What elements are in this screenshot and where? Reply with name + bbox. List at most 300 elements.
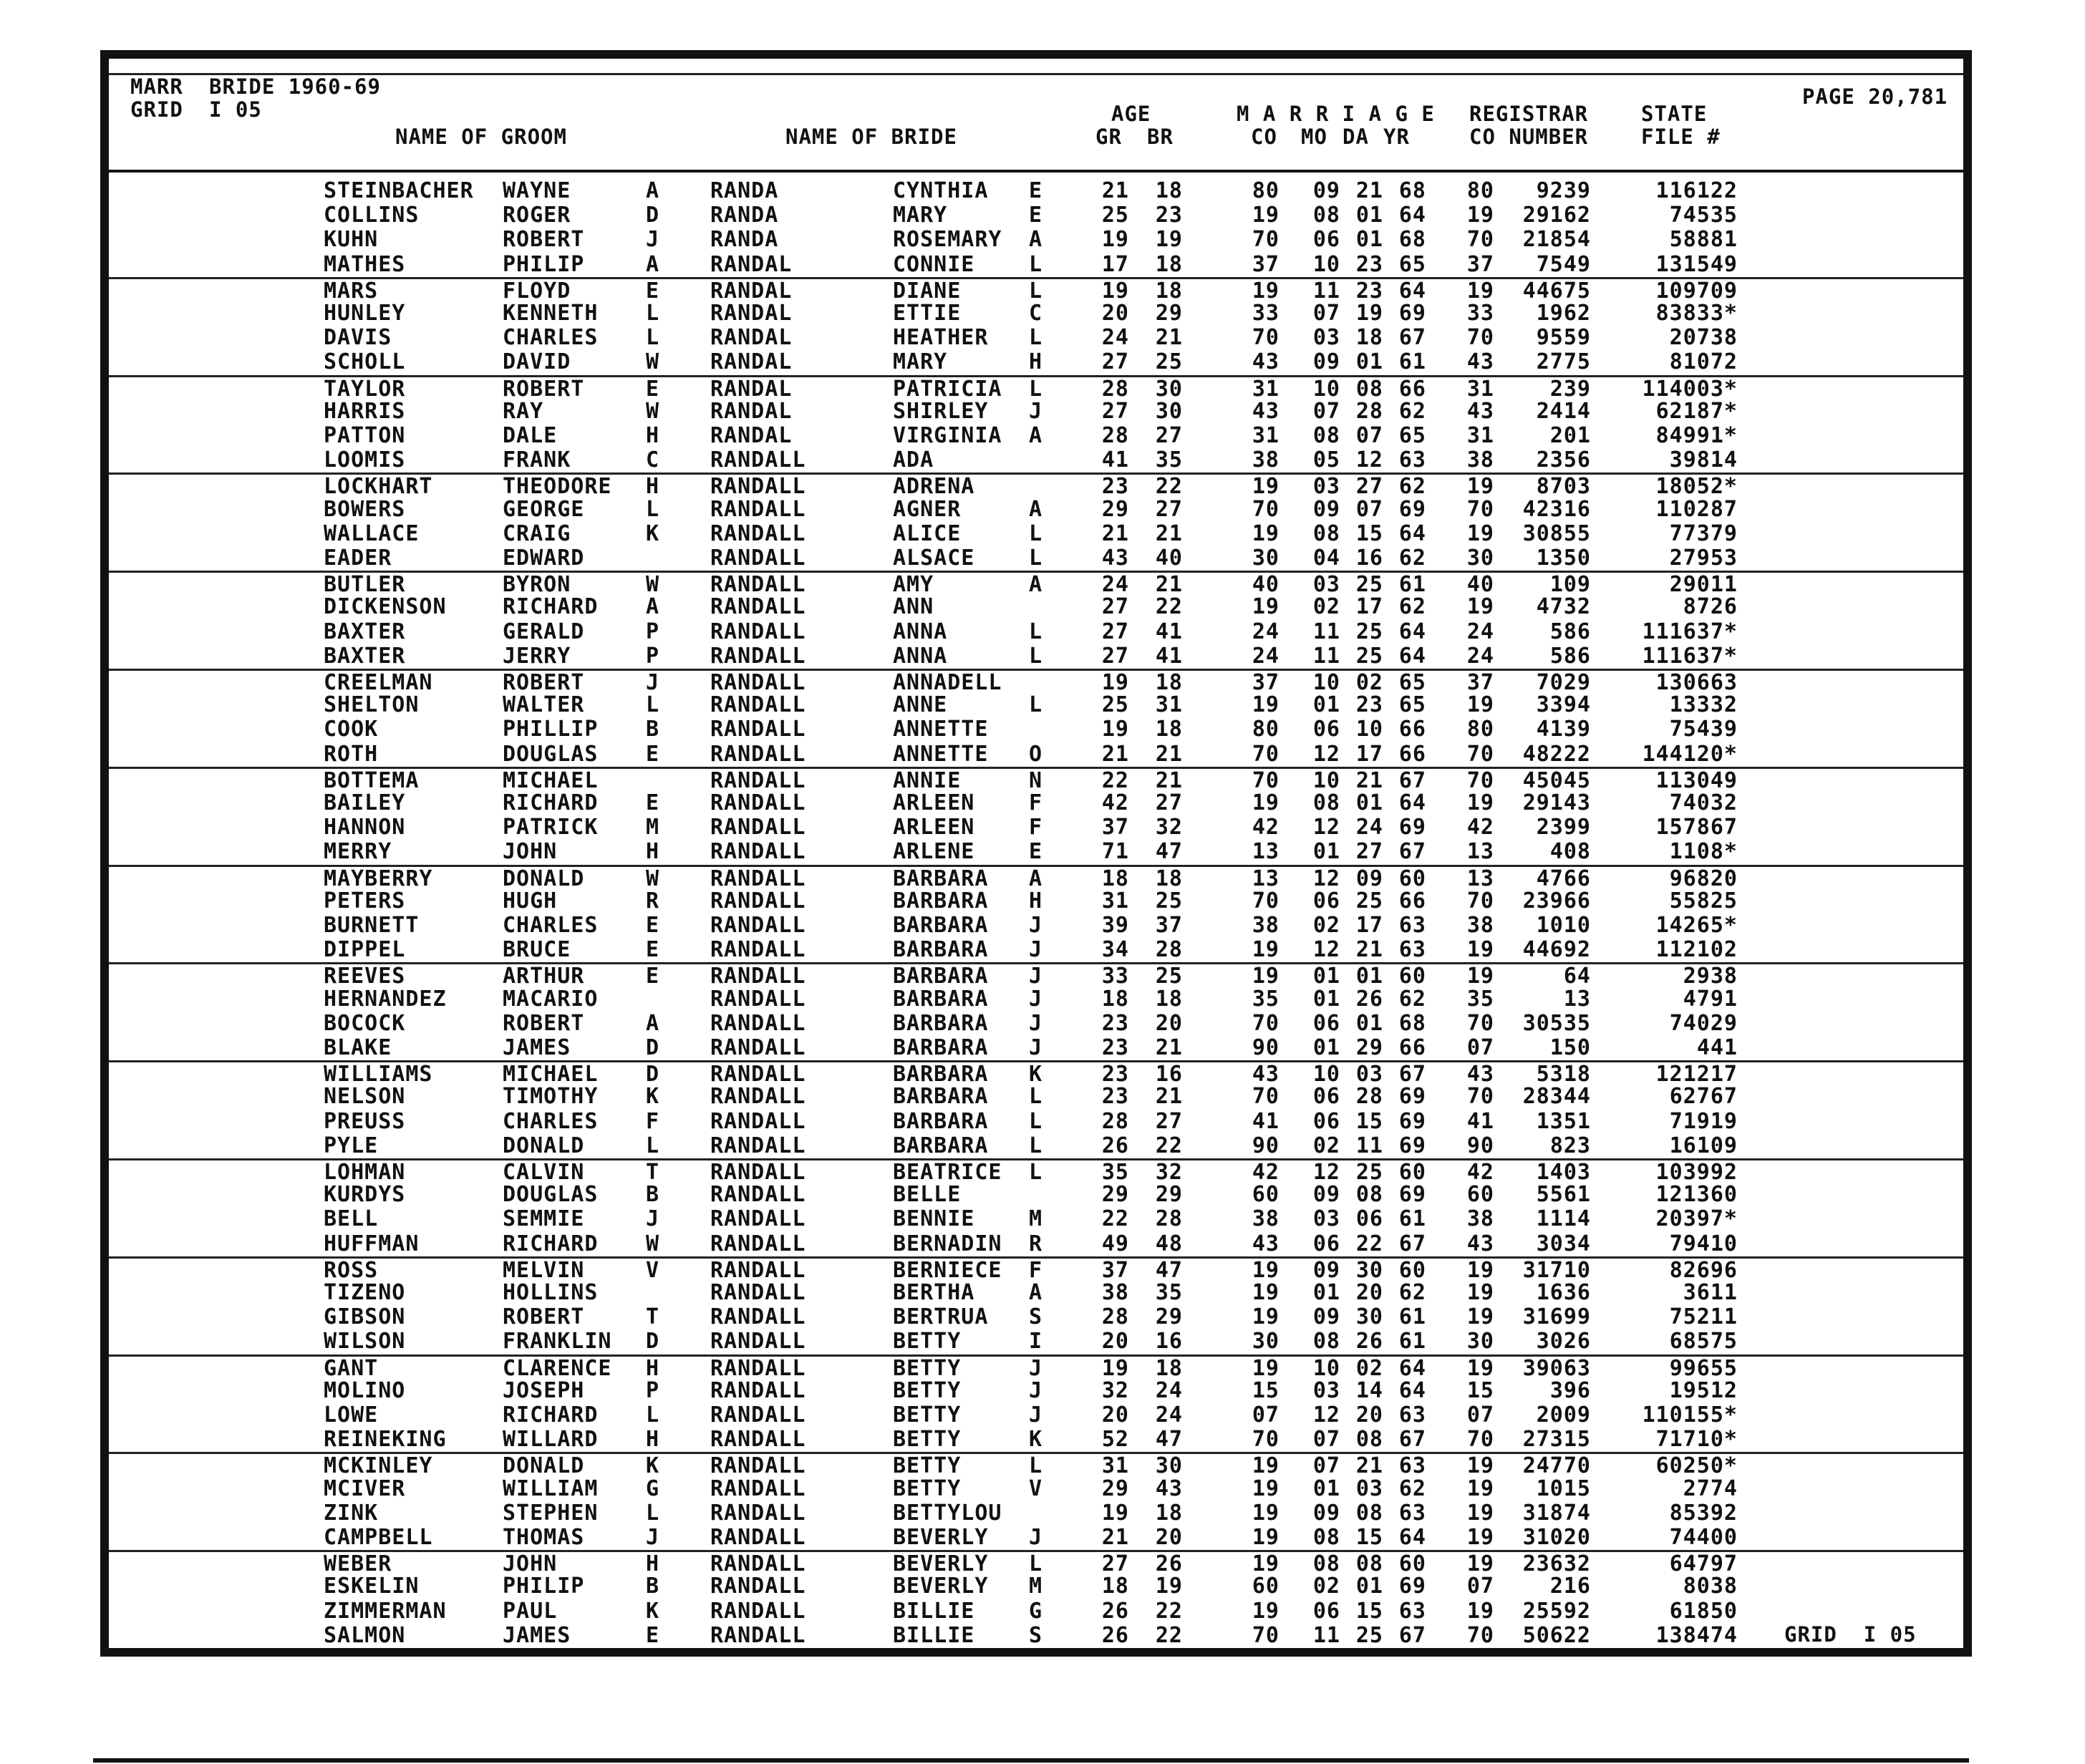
marriage-month: 01 (1312, 1475, 1340, 1501)
bride-surname: RANDALL (710, 643, 806, 669)
marriage-year: 66 (1398, 888, 1426, 914)
registrar-number: 8703 (1536, 474, 1591, 500)
groom-surname: TAYLOR (324, 376, 406, 402)
age-groom: 19 (1101, 278, 1129, 304)
groom-initial: D (646, 1329, 660, 1354)
bride-given: BELLE (893, 1182, 962, 1208)
groom-surname: BOCOCK (324, 1010, 406, 1036)
groom-given: PAUL (503, 1598, 558, 1624)
table-row (109, 1329, 1963, 1354)
bride-given: BARBARA (893, 986, 989, 1012)
registrar-number: 239 (1549, 376, 1591, 402)
registrar-number: 1636 (1536, 1280, 1591, 1305)
bride-given: ANNIE (893, 767, 962, 793)
marriage-year: 60 (1398, 866, 1426, 891)
age-bride: 20 (1155, 1525, 1183, 1550)
bride-surname: RANDALL (710, 986, 806, 1012)
bride-initial: H (1029, 349, 1043, 375)
marriage-day: 12 (1355, 447, 1383, 473)
bride-initial: L (1029, 1160, 1043, 1185)
groom-surname: BLAKE (324, 1035, 392, 1060)
yr-header: YR (1383, 125, 1410, 149)
age-groom: 19 (1101, 1500, 1129, 1526)
bride-surname: RANDALL (710, 594, 806, 620)
age-header: AGE (1111, 102, 1151, 126)
groom-given: THOMAS (503, 1525, 585, 1550)
bride-initial: L (1029, 1453, 1043, 1479)
groom-surname: MARS (324, 278, 379, 304)
groom-surname: ROSS (324, 1257, 379, 1283)
bride-surname: RANDALL (710, 1231, 806, 1256)
registrar-number: 31710 (1522, 1257, 1591, 1283)
age-bride: 16 (1155, 1062, 1183, 1087)
bride-given: AGNER (893, 496, 962, 522)
marriage-county: 31 (1252, 423, 1279, 448)
bride-surname: RANDALL (710, 520, 806, 546)
registrar-number: 28344 (1522, 1084, 1591, 1110)
registrar-number: 29162 (1522, 203, 1591, 228)
state-file-number: 3611 (1683, 1280, 1738, 1305)
age-bride: 21 (1155, 741, 1183, 767)
registrar-number: 2775 (1536, 349, 1591, 375)
registrar-county: 40 (1466, 572, 1494, 598)
groom-initial: B (646, 717, 660, 742)
age-bride: 20 (1155, 1010, 1183, 1036)
age-groom: 27 (1101, 398, 1129, 424)
marriage-county: 24 (1252, 643, 1279, 669)
bride-surname: RANDA (710, 178, 779, 203)
age-bride: 43 (1155, 1475, 1183, 1501)
state-file-number: 131549 (1655, 251, 1738, 277)
groom-surname: HUNLEY (324, 301, 406, 326)
state-file-number: 96820 (1669, 866, 1738, 891)
age-bride: 41 (1155, 643, 1183, 669)
marriage-year: 64 (1398, 1525, 1426, 1550)
groom-given: DOUGLAS (503, 1182, 599, 1208)
age-bride: 19 (1155, 227, 1183, 253)
state-file-number: 1108* (1669, 839, 1738, 865)
age-groom: 23 (1101, 474, 1129, 500)
age-groom: 21 (1101, 1525, 1129, 1550)
registrar-county: 13 (1466, 839, 1494, 865)
groom-given: CHARLES (503, 325, 599, 351)
bride-given: ANNA (893, 619, 948, 644)
bride-surname: RANDALL (710, 1182, 806, 1208)
marriage-county: 70 (1252, 227, 1279, 253)
age-bride: 47 (1155, 1257, 1183, 1283)
marriage-month: 09 (1312, 1500, 1340, 1526)
bride-surname: RANDALL (710, 1280, 806, 1305)
marriage-day: 25 (1355, 643, 1383, 669)
registrar-number: 823 (1549, 1133, 1591, 1158)
age-bride: 32 (1155, 815, 1183, 840)
marriage-county: 19 (1252, 1500, 1279, 1526)
registrar-number: 24770 (1522, 1453, 1591, 1479)
groom-initial: E (646, 376, 660, 402)
registrar-county: 19 (1466, 1257, 1494, 1283)
table-row (109, 1599, 1963, 1624)
marriage-year: 62 (1398, 986, 1426, 1012)
bride-initial: L (1029, 1133, 1043, 1158)
marriage-county: 19 (1252, 1525, 1279, 1550)
state-file-number: 82696 (1669, 1257, 1738, 1283)
marriage-day: 28 (1355, 398, 1383, 424)
bride-surname: RANDALL (710, 1108, 806, 1134)
bride-initial: R (1029, 1231, 1043, 1256)
marriage-month: 06 (1312, 717, 1340, 742)
groom-given: RICHARD (503, 1231, 599, 1256)
bride-surname: RANDAL (710, 398, 793, 424)
bride-given: MARY (893, 349, 948, 375)
groom-initial: F (646, 1108, 660, 1134)
bride-initial: J (1029, 964, 1043, 989)
groom-initial: L (646, 301, 660, 326)
age-groom: 26 (1101, 1133, 1129, 1158)
state-file-number: 144120* (1642, 741, 1738, 767)
groom-initial: R (646, 888, 660, 914)
bride-surname: RANDALL (710, 572, 806, 598)
registrar-county: 42 (1466, 815, 1494, 840)
state-file-number: 110287 (1655, 496, 1738, 522)
groom-given: ROGER (503, 203, 571, 228)
bride-given: VIRGINIA (893, 423, 1002, 448)
marriage-month: 03 (1312, 1377, 1340, 1403)
marriage-day: 25 (1355, 572, 1383, 598)
marriage-year: 65 (1398, 423, 1426, 448)
marriage-month: 11 (1312, 643, 1340, 669)
bride-initial: E (1029, 203, 1043, 228)
state-file-number: 111637* (1642, 643, 1738, 669)
marriage-month: 01 (1312, 839, 1340, 865)
state-file-number: 39814 (1669, 447, 1738, 473)
marriage-year: 69 (1398, 1084, 1426, 1110)
marriage-year: 69 (1398, 496, 1426, 522)
groom-surname: BOTTEMA (324, 767, 420, 793)
groom-surname: MERRY (324, 839, 392, 865)
groom-given: FLOYD (503, 278, 571, 304)
groom-given: WILLIAM (503, 1475, 599, 1501)
groom-surname: HANNON (324, 815, 406, 840)
marriage-county: 19 (1252, 1475, 1279, 1501)
groom-initial: K (646, 520, 660, 546)
age-bride: 29 (1155, 1182, 1183, 1208)
marriage-year: 64 (1398, 619, 1426, 644)
groom-given: STEPHEN (503, 1500, 599, 1526)
groom-initial: P (646, 619, 660, 644)
bride-surname: RANDALL (710, 1084, 806, 1110)
marriage-year: 61 (1398, 1206, 1426, 1232)
marriage-day: 25 (1355, 619, 1383, 644)
mo-header: MO (1301, 125, 1327, 149)
state-file-number: 111637* (1642, 619, 1738, 644)
age-groom: 26 (1101, 1598, 1129, 1624)
age-groom: 27 (1101, 594, 1129, 620)
groom-initial: W (646, 572, 660, 598)
marriage-month: 06 (1312, 1108, 1340, 1134)
bride-given: ADA (893, 447, 934, 473)
groom-given: DAVID (503, 349, 571, 375)
groom-surname: BAILEY (324, 790, 406, 815)
age-bride: 23 (1155, 203, 1183, 228)
bride-initial: M (1029, 1206, 1043, 1232)
footer-grid: GRID I 05 (1784, 1622, 1917, 1647)
marriage-day: 03 (1355, 1062, 1383, 1087)
marriage-month: 12 (1312, 815, 1340, 840)
groom-surname: NELSON (324, 1084, 406, 1110)
registrar-number: 216 (1549, 1574, 1591, 1599)
age-groom: 22 (1101, 1206, 1129, 1232)
registrar-county: 38 (1466, 1206, 1494, 1232)
age-bride: 35 (1155, 1280, 1183, 1305)
registrar-number: 1351 (1536, 1108, 1591, 1134)
registrar-number: 7549 (1536, 251, 1591, 277)
bride-given: ARLEEN (893, 815, 975, 840)
registrar-county: 19 (1466, 594, 1494, 620)
groom-initial: V (646, 1257, 660, 1283)
marriage-county: 42 (1252, 1160, 1279, 1185)
bride-given: ARLEEN (893, 790, 975, 815)
marriage-county: 30 (1252, 1329, 1279, 1354)
registrar-number: 1962 (1536, 301, 1591, 326)
registrar-number: 586 (1549, 619, 1591, 644)
marriage-month: 08 (1312, 1551, 1340, 1577)
age-groom: 28 (1101, 423, 1129, 448)
groom-given: GEORGE (503, 496, 585, 522)
marriage-year: 64 (1398, 1377, 1426, 1403)
groom-surname: ESKELIN (324, 1574, 420, 1599)
marriage-day: 25 (1355, 1160, 1383, 1185)
bride-surname: RANDAL (710, 301, 793, 326)
groom-surname: CAMPBELL (324, 1525, 433, 1550)
registrar-county: 33 (1466, 301, 1494, 326)
groom-initial: J (646, 1525, 660, 1550)
marriage-month: 08 (1312, 423, 1340, 448)
bride-given: BETTY (893, 1453, 962, 1479)
marriage-month: 08 (1312, 203, 1340, 228)
age-bride: 26 (1155, 1551, 1183, 1577)
age-groom: 18 (1101, 866, 1129, 891)
marriage-year: 66 (1398, 1035, 1426, 1060)
bride-given: BARBARA (893, 1035, 989, 1060)
marriage-year: 66 (1398, 717, 1426, 742)
registrar-county: 70 (1466, 1427, 1494, 1453)
table-row (109, 791, 1963, 815)
state-file-number: 103992 (1655, 1160, 1738, 1185)
marriage-county: 15 (1252, 1377, 1279, 1403)
registrar-number: 1010 (1536, 913, 1591, 938)
groom-given: WILLARD (503, 1427, 599, 1453)
groom-given: WAYNE (503, 178, 571, 203)
state-file-number: 74535 (1669, 203, 1738, 228)
marriage-year: 67 (1398, 767, 1426, 793)
marriage-day: 08 (1355, 376, 1383, 402)
bride-initial: A (1029, 423, 1043, 448)
registrar-number: 31699 (1522, 1304, 1591, 1330)
groom-initial: K (646, 1598, 660, 1624)
marriage-county: 19 (1252, 1453, 1279, 1479)
registrar-number: 1350 (1536, 546, 1591, 571)
bride-surname: RANDALL (710, 964, 806, 989)
table-row (109, 865, 1963, 891)
marriage-year: 69 (1398, 1108, 1426, 1134)
groom-surname: WEBER (324, 1551, 392, 1577)
groom-surname: WILSON (324, 1329, 406, 1354)
state-file-number: 130663 (1655, 670, 1738, 695)
table-row (109, 717, 1963, 742)
age-groom: 52 (1101, 1427, 1129, 1453)
bride-surname: RANDAL (710, 325, 793, 351)
table-row (109, 1574, 1963, 1599)
age-bride: 27 (1155, 1108, 1183, 1134)
registrar-county: 70 (1466, 741, 1494, 767)
age-groom: 71 (1101, 839, 1129, 865)
groom-surname: DIPPEL (324, 937, 406, 963)
marriage-day: 10 (1355, 717, 1383, 742)
bride-surname: RANDAL (710, 251, 793, 277)
marriage-day: 18 (1355, 325, 1383, 351)
age-groom: 27 (1101, 349, 1129, 375)
marriage-year: 69 (1398, 815, 1426, 840)
groom-given: MACARIO (503, 986, 599, 1012)
groom-initial: H (646, 839, 660, 865)
groom-header: NAME OF GROOM (395, 125, 567, 149)
table-row (109, 962, 1963, 989)
state-file-number: 8038 (1683, 1574, 1738, 1599)
registrar-number: 201 (1549, 423, 1591, 448)
marriage-month: 08 (1312, 1329, 1340, 1354)
bride-initial: L (1029, 1108, 1043, 1134)
top-rule (109, 73, 1963, 75)
table-row (109, 1379, 1963, 1403)
marriage-year: 62 (1398, 1280, 1426, 1305)
age-groom: 28 (1101, 1108, 1129, 1134)
groom-surname: MCKINLEY (324, 1453, 433, 1479)
state-file-number: 121217 (1655, 1062, 1738, 1087)
registrar-county: 31 (1466, 423, 1494, 448)
bride-surname: RANDALL (710, 1427, 806, 1453)
age-bride: 35 (1155, 447, 1183, 473)
marriage-month: 09 (1312, 349, 1340, 375)
registrar-county: 42 (1466, 1160, 1494, 1185)
groom-surname: BAXTER (324, 619, 406, 644)
bride-initial: J (1029, 1035, 1043, 1060)
groom-initial: L (646, 496, 660, 522)
bride-surname: RANDAL (710, 278, 793, 304)
registrar-county: 70 (1466, 1084, 1494, 1110)
marriage-year: 66 (1398, 741, 1426, 767)
registrar-county: 19 (1466, 1304, 1494, 1330)
groom-given: MELVIN (503, 1257, 585, 1283)
registrar-number: 13 (1563, 986, 1591, 1012)
marriage-year: 67 (1398, 1427, 1426, 1453)
groom-initial: H (646, 1355, 660, 1381)
age-gr-header: GR (1095, 125, 1122, 149)
state-file-number: 83833* (1655, 301, 1738, 326)
marriage-county: 40 (1252, 572, 1279, 598)
groom-initial: E (646, 913, 660, 938)
bride-surname: RANDALL (710, 913, 806, 938)
age-groom: 17 (1101, 251, 1129, 277)
marriage-county: 33 (1252, 301, 1279, 326)
marriage-year: 65 (1398, 670, 1426, 695)
marriage-month: 02 (1312, 594, 1340, 620)
registrar-county: 19 (1466, 790, 1494, 815)
age-bride: 18 (1155, 986, 1183, 1012)
registrar-number: 5318 (1536, 1062, 1591, 1087)
bride-initial: A (1029, 1280, 1043, 1305)
marriage-year: 61 (1398, 1329, 1426, 1354)
bride-surname: RANDALL (710, 1377, 806, 1403)
groom-initial: K (646, 1453, 660, 1479)
marriage-county: 37 (1252, 670, 1279, 695)
registrar-number: 3034 (1536, 1231, 1591, 1256)
table-row (109, 1354, 1963, 1381)
state-file-number: 116122 (1655, 178, 1738, 203)
bride-given: BARBARA (893, 1133, 989, 1158)
marriage-month: 03 (1312, 325, 1340, 351)
marriage-county: 19 (1252, 1355, 1279, 1381)
groom-given: PHILIP (503, 251, 585, 277)
groom-initial: D (646, 1035, 660, 1060)
marriage-day: 06 (1355, 1206, 1383, 1232)
marriage-day: 17 (1355, 741, 1383, 767)
marriage-month: 10 (1312, 670, 1340, 695)
bottom-rule (93, 1758, 1969, 1763)
groom-given: DONALD (503, 1453, 585, 1479)
groom-given: JAMES (503, 1622, 571, 1648)
registrar-county: 37 (1466, 670, 1494, 695)
bride-given: BERNIECE (893, 1257, 1002, 1283)
marriage-month: 06 (1312, 227, 1340, 253)
age-groom: 18 (1101, 1574, 1129, 1599)
bride-surname: RANDALL (710, 1035, 806, 1060)
bride-surname: RANDALL (710, 1257, 806, 1283)
age-bride: 18 (1155, 866, 1183, 891)
age-groom: 23 (1101, 1084, 1129, 1110)
bride-initial: J (1029, 937, 1043, 963)
bride-surname: RANDA (710, 227, 779, 253)
marriage-day: 01 (1355, 227, 1383, 253)
groom-given: MICHAEL (503, 1062, 599, 1087)
groom-given: JOSEPH (503, 1377, 585, 1403)
table-row (109, 815, 1963, 840)
marriage-month: 08 (1312, 520, 1340, 546)
groom-initial: L (646, 325, 660, 351)
bride-given: BEATRICE (893, 1160, 1002, 1185)
bride-initial: J (1029, 986, 1043, 1012)
registrar-number: 64 (1563, 964, 1591, 989)
bride-initial: L (1029, 376, 1043, 402)
table-row (109, 472, 1963, 499)
bride-surname: RANDALL (710, 447, 806, 473)
marriage-day: 14 (1355, 1377, 1383, 1403)
marriage-day: 01 (1355, 790, 1383, 815)
registrar-number: 3394 (1536, 692, 1591, 718)
age-groom: 19 (1101, 670, 1129, 695)
registrar-county: 19 (1466, 692, 1494, 718)
age-bride: 29 (1155, 301, 1183, 326)
registrar-number: 2399 (1536, 815, 1591, 840)
groom-initial: E (646, 278, 660, 304)
bride-initial: J (1029, 1377, 1043, 1403)
state-file-number: 113049 (1655, 767, 1738, 793)
bride-given: DIANE (893, 278, 962, 304)
bride-surname: RANDALL (710, 496, 806, 522)
registrar-county: 19 (1466, 1475, 1494, 1501)
registrar-county: 80 (1466, 717, 1494, 742)
groom-surname: BURNETT (324, 913, 420, 938)
groom-given: RICHARD (503, 1402, 599, 1428)
